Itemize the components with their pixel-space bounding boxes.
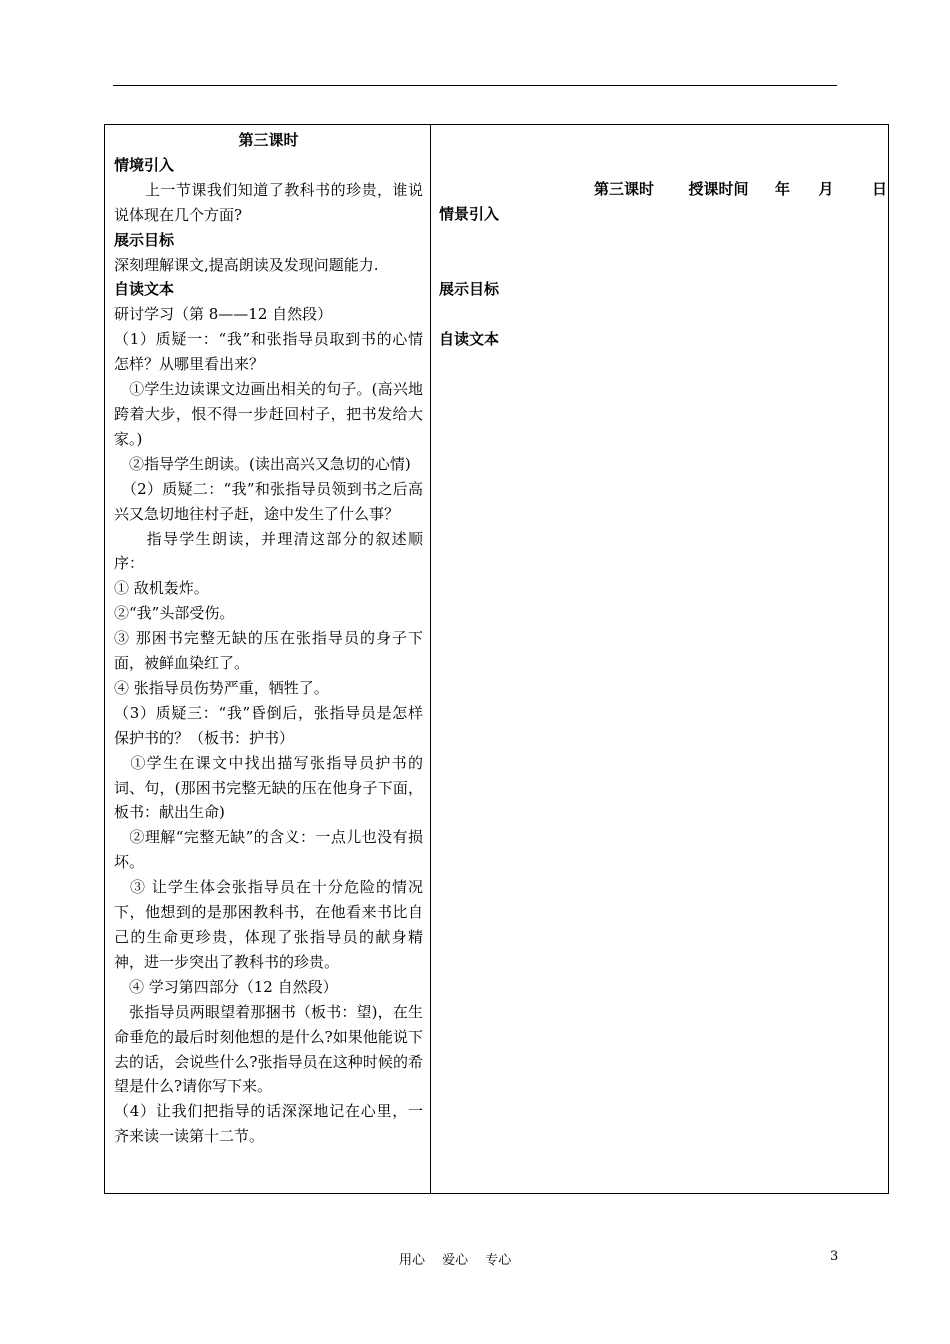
paragraph: 研讨学习（第 8——12 自然段） <box>114 305 333 324</box>
right-label-reading: 自读文本 <box>439 330 500 348</box>
paragraph: 张指导员两眼望着那捆书（板书：望)，在生命垂危的最后时刻他想的是什么?如果他能说下去的话，会说些什么?张指导员在这种时候的希望是什么?请你写下来。 <box>114 1002 423 1096</box>
paragraph: ①学生在课文中找出描写张指导员护书的词、句，(那困书完整无缺的压在他身子下面，板书：献出生命) <box>114 753 423 822</box>
paragraph: ④ 学习第四部分（12 自然段） <box>114 977 338 996</box>
header-day: 日 <box>871 180 887 198</box>
header-time-label: 授课时间 <box>688 180 749 198</box>
right-label-goals: 展示目标 <box>439 280 500 298</box>
lesson-title: 第三课时 <box>238 131 299 149</box>
paragraph: ②指导学生朗读。(读出高兴又急切的心情) <box>114 454 411 473</box>
page-number: 3 <box>830 1249 839 1264</box>
column-divider <box>430 125 431 1193</box>
paragraph: （2）质疑二：“我”和张指导员领到书之后高兴又急切地往村子赶，途中发生了什么事？ <box>114 479 423 523</box>
lesson-table <box>104 124 889 1194</box>
paragraph: （4）让我们把指导的话深深地记在心里，一齐来读一读第十二节。 <box>114 1102 423 1146</box>
paragraph: ①学生边读课文边画出相关的句子。(高兴地跨着大步，恨不得一步赶回村子，把书发给大家。) <box>114 380 423 448</box>
footer-motto: 用心 爱心 专心 <box>399 1253 512 1268</box>
paragraph: 上一节课我们知道了教科书的珍贵，谁说说体现在几个方面? <box>114 180 423 224</box>
section-heading-reading: 自读文本 <box>114 280 175 299</box>
list-item: ③ 那困书完整无缺的压在张指导员的身子下面，被鲜血染红了。 <box>114 629 423 673</box>
paragraph: （3）质疑三：“我”昏倒后，张指导员是怎样保护书的？（板书：护书） <box>114 703 423 747</box>
right-label-situation: 情景引入 <box>439 205 500 223</box>
right-header <box>594 178 887 199</box>
paragraph: 深刻理解课文,提高朗读及发现问题能力. <box>114 255 379 274</box>
header-year: 年 <box>775 180 791 198</box>
header-month: 月 <box>818 180 834 198</box>
paragraph: ③ 让学生体会张指导员在十分危险的情况下，他想到的是那困教科书，在他看来书比自己的生命更珍贵，体现了张指导员的献身精神，进一步突出了教科书的珍贵。 <box>114 878 423 971</box>
header-rule <box>113 85 837 86</box>
section-heading-situation: 情境引入 <box>114 155 175 174</box>
list-item: ②“我”头部受伤。 <box>114 604 235 623</box>
paragraph: 指导学生朗读，并理清这部分的叙述顺序： <box>114 529 423 573</box>
list-item: ④ 张指导员伤势严重，牺牲了。 <box>114 678 329 697</box>
header-lesson: 第三课时 <box>594 180 655 198</box>
list-item: ① 敌机轰炸。 <box>114 579 209 598</box>
section-heading-goals: 展示目标 <box>114 230 175 249</box>
paragraph: （1）质疑一：“我”和张指导员取到书的心情怎样？从哪里看出来？ <box>114 330 423 374</box>
right-column <box>439 125 887 1193</box>
paragraph: ②理解“完整无缺”的含义：一点儿也没有损坏。 <box>114 828 423 872</box>
left-column <box>114 128 423 1149</box>
